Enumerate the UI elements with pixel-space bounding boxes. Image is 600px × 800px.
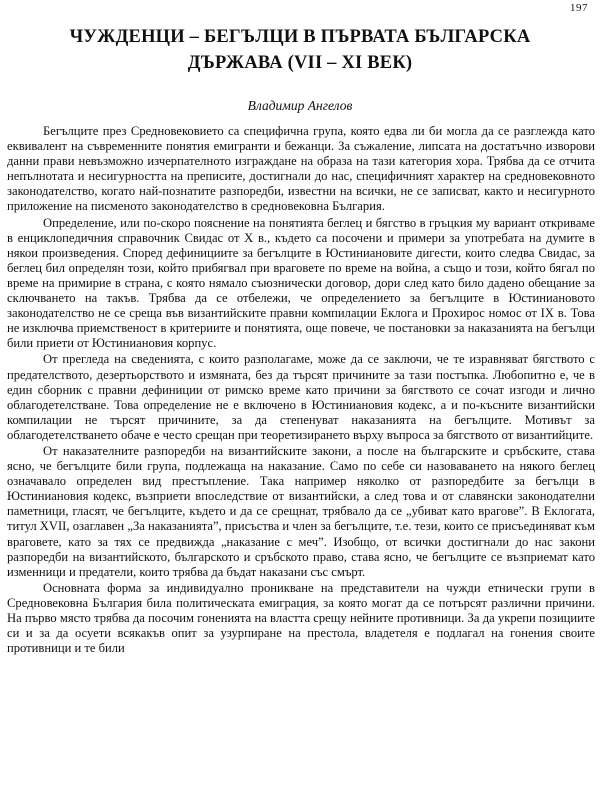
article-title-line-2: ДЪРЖАВА (VII – XI ВЕК) [187, 53, 413, 73]
article-body [7, 124, 595, 657]
paragraph: Бегълците през Средновековието са специфична група, която едва ли би могла да се разглежда като еквивалент на съвременните понятия емигранти и бежанци. За съжаление, липсата на достатъчно изворови данни прави невъзможно изчерпателното изграждане на образа на тази категория хора. Трябва да се отчита непълнотата и несигурността на преписите, достигнали до нас, специфичният характер на средновековното законодателство, когато най-познатите разпоредби, известни на всички, не се записват, както и несигурното приложение на писменото законодателство в средновековна България. [7, 124, 595, 214]
paragraph: От наказателните разпоредби на византийските закони, а после на българските и сръбските, става ясно, че бегълците били група, подлежаща на наказание. Само по себе си назоваването на някого беглец означавало определен вид престъпление. Така например няколко от разпоредбите за бегълци в Юстиниановия кодекс, възприети впоследствие от византийски, а след това и от славянски законодателни паметници, гласят, че бегълците, където и да се срещнат, трябвало да се „убиват като врагове”. В Еклогата, титул XVII, озаглавен „За наказанията”, присъства и член за бегълците, т.е. тези, които се присъединяват към враговете, като за тях се предвижда „наказание с меч”. Изобщо, от всички достигнали до нас закони разпоредби на византийското, българското и сръбското право, става ясно, че бегълците се възприемат като изменници и предатели, които трябва да бъдат наказани със смърт. [7, 443, 595, 579]
article-title-line-1: ЧУЖДЕНЦИ – БЕГЪЛЦИ В ПЪРВАТА БЪЛГАРСКА [69, 27, 531, 47]
article-author: Владимир Ангелов [247, 98, 353, 113]
paragraph: Основната форма за индивидуално проникване на представители на чужди етнически групи в Средновековна България била политическата емиграция, за която могат да се потърсят различни причини. На първо място трябва да посочим гоненията на властта срещу нейните противници. За да укрепи позициите си и за да осуети всякакъв опит за узурпиране на престола, владетеля е подлагал на гонения своите противници и те били [7, 580, 595, 656]
page-number: 197 [570, 2, 588, 14]
paragraph: От прегледа на сведенията, с които разполагаме, може да се заключи, че те изравняват бягството с предателството, дезертьорството и измяната, без да търсят причините за тази постъпка. Любопитно е, че в един сборник с правни дефиниции от римско време като причини за бягството се сочат изгоди и лично облагодетелстване. Това определение не е включено в Юстиниановия кодекс, а и по-късните византийски компилации не търсят причините, за да степенуват наказанията на бегълците. Мотивът за облагодетелстването обаче е често срещан при теоретизирането върху въпроса за бягството от византийците. [7, 352, 595, 442]
article-title [20, 24, 580, 76]
paragraph: Определение, или по-скоро пояснение на понятията беглец и бягство в гръцкия му вариант откриваме в енциклопедичния справочник Свидас от Х в., където са посочени и примери за употребата на думите в някои произведения. Според дефинициите за бегълците в Юстиниановите дигести, които следва Свидас, за беглец бил определян този, който прибягвал при враговете по време на война, а също и този, който бягал по време на примирие в страна, с която нямало съюзнически договор, дори след като било дадено обещание за сключването на такъв. Трябва да се отбележи, че определението за бегълците в Юстиниановото законодателство не се среща във византийските правни компилации Еклога и Прохирос номос от IX в. Това не изключва приемственост в критериите и понятията, още повече, че постановки за наказанията на бегълци били приети от Юстиниановия корпус. [7, 215, 595, 351]
